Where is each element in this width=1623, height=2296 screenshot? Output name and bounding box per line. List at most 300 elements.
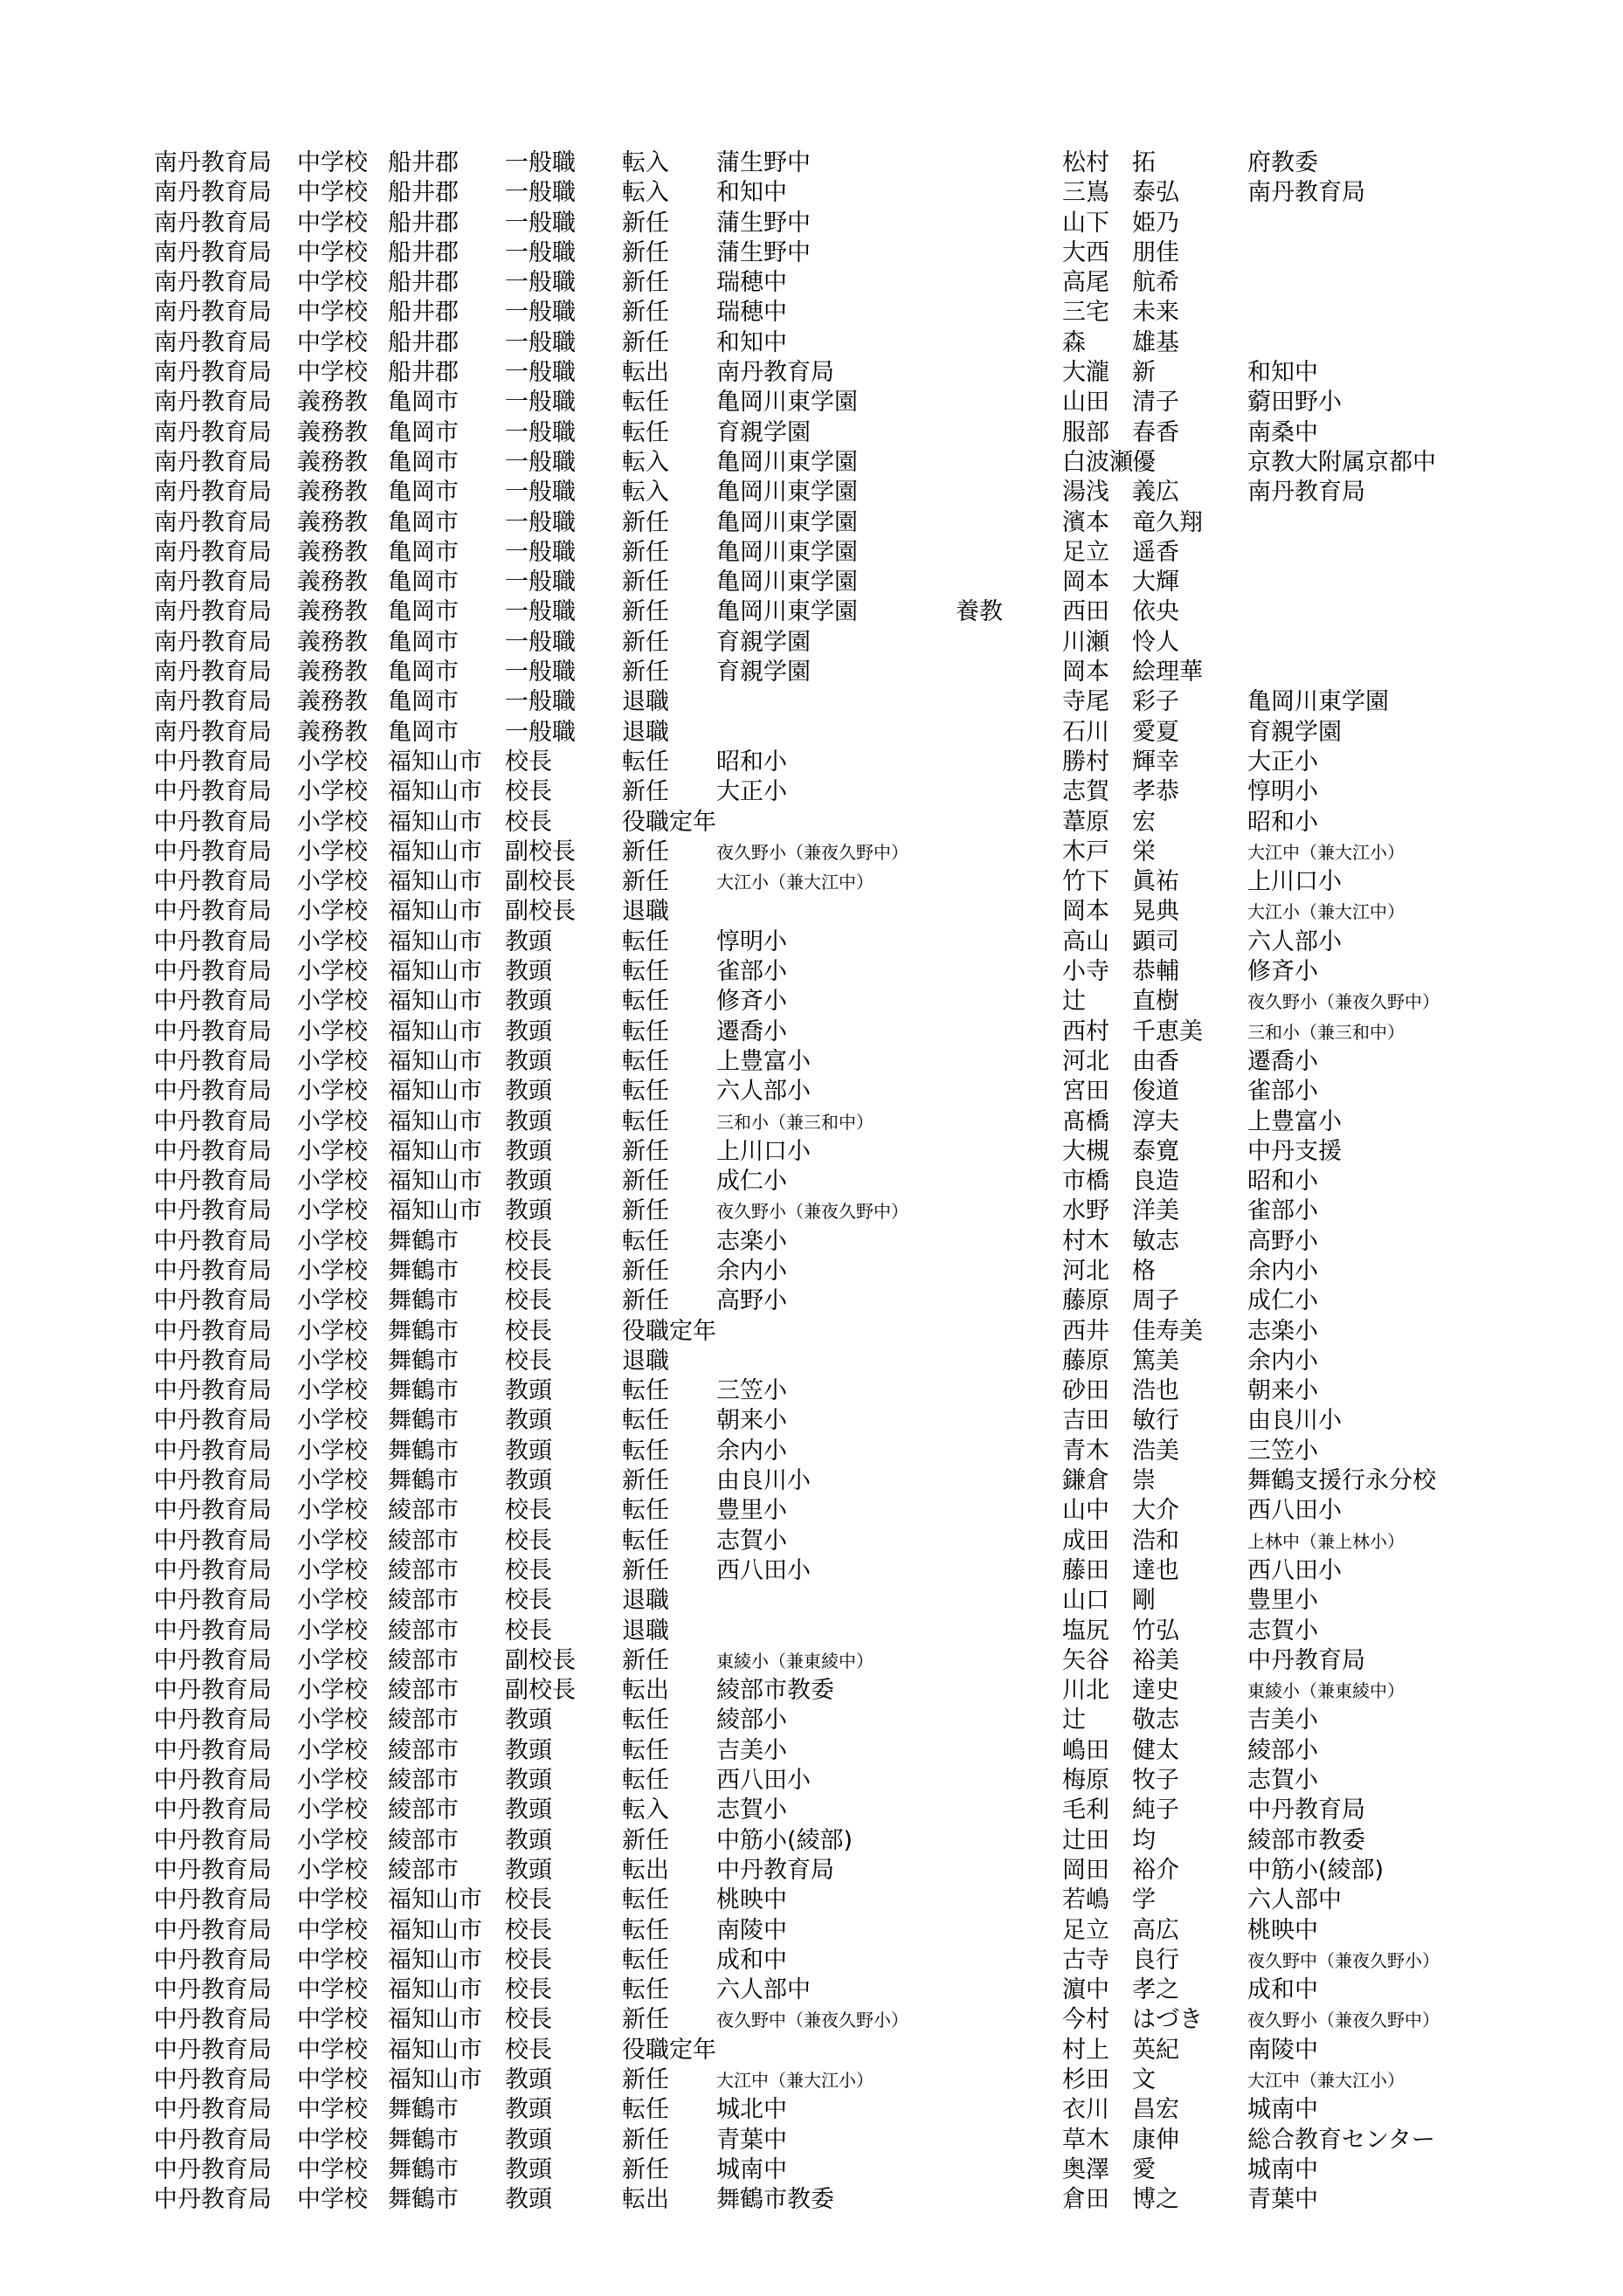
cell-from: 由良川小 bbox=[1247, 1407, 1342, 1435]
cell-school: 小学校 bbox=[297, 1646, 368, 1674]
cell-area: 船井郡 bbox=[388, 179, 459, 207]
cell-kind: 転任 bbox=[622, 958, 669, 986]
cell-title: 副校長 bbox=[505, 838, 576, 865]
table-row bbox=[154, 508, 1516, 538]
cell-sur: 岡田 bbox=[1062, 1856, 1109, 1884]
cell-area: 綾部市 bbox=[388, 1856, 459, 1884]
cell-given: 敬志 bbox=[1132, 1706, 1179, 1734]
cell-title: 一般職 bbox=[505, 688, 576, 716]
cell-given: 愛 bbox=[1132, 2155, 1156, 2183]
cell-kind: 転任 bbox=[622, 1047, 669, 1075]
cell-kind: 転任 bbox=[622, 748, 669, 776]
table-row bbox=[154, 1586, 1516, 1616]
cell-sur: 葦原 bbox=[1062, 808, 1109, 836]
cell-sur: 草木 bbox=[1062, 2126, 1109, 2154]
cell-dest: 南丹教育局 bbox=[716, 359, 834, 387]
cell-kind: 新任 bbox=[622, 1197, 669, 1225]
cell-title: 教頭 bbox=[505, 2186, 552, 2214]
cell-sur: 藤田 bbox=[1062, 1556, 1109, 1584]
cell-area: 舞鶴市 bbox=[388, 1377, 459, 1405]
cell-kind: 新任 bbox=[622, 269, 669, 297]
cell-given: 未来 bbox=[1132, 299, 1179, 327]
cell-sur: 成田 bbox=[1062, 1527, 1109, 1555]
table-row bbox=[154, 2095, 1516, 2125]
cell-kind: 転任 bbox=[622, 1107, 669, 1135]
cell-sur: 三宅 bbox=[1062, 299, 1109, 327]
cell-from: 大正小 bbox=[1247, 748, 1318, 776]
table-row bbox=[154, 1706, 1516, 1735]
cell-from: 遷喬小 bbox=[1247, 1047, 1318, 1075]
cell-school: 小学校 bbox=[297, 1617, 368, 1644]
cell-title: 教頭 bbox=[505, 2155, 552, 2183]
cell-title: 校長 bbox=[505, 748, 552, 776]
cell-area: 亀岡市 bbox=[388, 658, 459, 686]
cell-school: 中学校 bbox=[297, 269, 368, 297]
cell-given: 浩美 bbox=[1132, 1437, 1179, 1465]
cell-sur: 市橋 bbox=[1062, 1168, 1109, 1196]
cell-dest: 育親学園 bbox=[716, 658, 811, 686]
cell-school: 小学校 bbox=[297, 988, 368, 1016]
cell-kind: 新任 bbox=[622, 598, 669, 626]
table-row bbox=[154, 867, 1516, 897]
table-row bbox=[154, 418, 1516, 448]
cell-bureau: 中丹教育局 bbox=[154, 1287, 272, 1315]
cell-title: 一般職 bbox=[505, 179, 576, 207]
cell-sur: 岡本 bbox=[1062, 898, 1109, 926]
table-row bbox=[154, 1766, 1516, 1796]
cell-from: 南丹教育局 bbox=[1247, 479, 1365, 507]
cell-school: 小学校 bbox=[297, 1407, 368, 1435]
cell-dest: 蒲生野中 bbox=[716, 238, 811, 266]
cell-area: 綾部市 bbox=[388, 1736, 459, 1764]
cell-bureau: 中丹教育局 bbox=[154, 838, 272, 865]
cell-school: 小学校 bbox=[297, 1227, 368, 1255]
table-row bbox=[154, 268, 1516, 298]
cell-bureau: 中丹教育局 bbox=[154, 1556, 272, 1584]
personnel-list bbox=[154, 148, 1516, 2215]
cell-bureau: 南丹教育局 bbox=[154, 538, 272, 566]
cell-dest: 吉美小 bbox=[716, 1736, 787, 1764]
cell-sur: 西井 bbox=[1062, 1317, 1109, 1345]
cell-school: 義務教 bbox=[297, 628, 368, 656]
cell-bureau: 中丹教育局 bbox=[154, 1617, 272, 1644]
cell-school: 小学校 bbox=[297, 1736, 368, 1764]
cell-bureau: 中丹教育局 bbox=[154, 898, 272, 926]
cell-title: 教頭 bbox=[505, 1078, 552, 1106]
table-row bbox=[154, 658, 1516, 687]
cell-sur: 足立 bbox=[1062, 538, 1109, 566]
cell-area: 亀岡市 bbox=[388, 389, 459, 417]
cell-school: 中学校 bbox=[297, 209, 368, 237]
cell-area: 舞鶴市 bbox=[388, 2155, 459, 2183]
table-row bbox=[154, 209, 1516, 238]
cell-dest: 蒲生野中 bbox=[716, 209, 811, 237]
cell-school: 小学校 bbox=[297, 1287, 368, 1315]
cell-area: 福知山市 bbox=[388, 1976, 482, 2004]
cell-sur: 山中 bbox=[1062, 1497, 1109, 1525]
table-row bbox=[154, 1196, 1516, 1226]
cell-bureau: 中丹教育局 bbox=[154, 2155, 272, 2183]
cell-given: 栄 bbox=[1132, 838, 1156, 865]
cell-from: 城南中 bbox=[1247, 2155, 1318, 2183]
cell-bureau: 中丹教育局 bbox=[154, 1017, 272, 1045]
cell-from: 南陵中 bbox=[1247, 2036, 1318, 2064]
cell-given: 顕司 bbox=[1132, 927, 1179, 955]
cell-dest: 成和中 bbox=[716, 1946, 787, 1974]
cell-kind: 新任 bbox=[622, 838, 669, 865]
cell-area: 綾部市 bbox=[388, 1767, 459, 1795]
table-row bbox=[154, 1286, 1516, 1316]
cell-from: 藭田野小 bbox=[1247, 389, 1342, 417]
cell-kind: 転出 bbox=[622, 1856, 669, 1884]
cell-from: 朝来小 bbox=[1247, 1377, 1318, 1405]
cell-area: 亀岡市 bbox=[388, 718, 459, 746]
cell-bureau: 中丹教育局 bbox=[154, 927, 272, 955]
cell-dest: 城北中 bbox=[716, 2096, 787, 2124]
cell-kind: 役職定年 bbox=[622, 2036, 716, 2064]
cell-area: 福知山市 bbox=[388, 988, 482, 1016]
cell-dest: 大江小（兼大江中） bbox=[716, 872, 874, 893]
cell-school: 小学校 bbox=[297, 1856, 368, 1884]
cell-school: 中学校 bbox=[297, 1946, 368, 1974]
cell-from: 舞鶴支援行永分校 bbox=[1247, 1467, 1436, 1495]
cell-bureau: 中丹教育局 bbox=[154, 1047, 272, 1075]
cell-from: 成和中 bbox=[1247, 1976, 1318, 2004]
cell-school: 小学校 bbox=[297, 1796, 368, 1824]
cell-given: 孝之 bbox=[1132, 1976, 1179, 2004]
cell-from: 亀岡川東学園 bbox=[1247, 688, 1389, 716]
cell-kind: 転任 bbox=[622, 1078, 669, 1106]
cell-from: 中筋小(綾部) bbox=[1247, 1856, 1385, 1884]
cell-sur: 奥澤 bbox=[1062, 2155, 1109, 2183]
cell-dest: 雀部小 bbox=[716, 958, 787, 986]
cell-dest: 瑞穂中 bbox=[716, 299, 787, 327]
cell-kind: 新任 bbox=[622, 1646, 669, 1674]
cell-from: 昭和小 bbox=[1247, 1168, 1318, 1196]
cell-school: 小学校 bbox=[297, 1017, 368, 1045]
cell-area: 福知山市 bbox=[388, 1047, 482, 1075]
cell-school: 小学校 bbox=[297, 1527, 368, 1555]
cell-kind: 転任 bbox=[622, 1377, 669, 1405]
cell-sur: 山口 bbox=[1062, 1587, 1109, 1615]
cell-dest: 修斉小 bbox=[716, 988, 787, 1016]
cell-area: 船井郡 bbox=[388, 238, 459, 266]
cell-dest: 遷喬小 bbox=[716, 1017, 787, 1045]
cell-kind: 退職 bbox=[622, 718, 669, 746]
cell-school: 小学校 bbox=[297, 1767, 368, 1795]
table-row bbox=[154, 1167, 1516, 1196]
cell-area: 綾部市 bbox=[388, 1617, 459, 1644]
cell-dest: 中筋小(綾部) bbox=[716, 1826, 853, 1854]
cell-given: 浩也 bbox=[1132, 1377, 1179, 1405]
cell-bureau: 南丹教育局 bbox=[154, 718, 272, 746]
cell-sur: 足立 bbox=[1062, 1916, 1109, 1944]
cell-given: 春香 bbox=[1132, 418, 1179, 446]
cell-bureau: 中丹教育局 bbox=[154, 1796, 272, 1824]
cell-area: 綾部市 bbox=[388, 1587, 459, 1615]
cell-dest: 惇明小 bbox=[716, 927, 787, 955]
cell-school: 義務教 bbox=[297, 688, 368, 716]
cell-sur: 髙橋 bbox=[1062, 1107, 1109, 1135]
cell-dest: 亀岡川東学園 bbox=[716, 569, 858, 596]
cell-from: 中丹支援 bbox=[1247, 1137, 1342, 1165]
cell-sur: 岡本 bbox=[1062, 658, 1109, 686]
cell-given: 均 bbox=[1132, 1826, 1156, 1854]
cell-title: 教頭 bbox=[505, 1107, 552, 1135]
cell-bureau: 中丹教育局 bbox=[154, 988, 272, 1016]
cell-bureau: 南丹教育局 bbox=[154, 418, 272, 446]
cell-sur: 岡本 bbox=[1062, 569, 1109, 596]
cell-dest: 青葉中 bbox=[716, 2126, 787, 2154]
cell-area: 福知山市 bbox=[388, 927, 482, 955]
cell-dest: 朝来小 bbox=[716, 1407, 787, 1435]
cell-dest: 成仁小 bbox=[716, 1168, 787, 1196]
cell-kind: 転任 bbox=[622, 1886, 669, 1914]
cell-sur: 勝村 bbox=[1062, 748, 1109, 776]
cell-bureau: 南丹教育局 bbox=[154, 688, 272, 716]
cell-school: 中学校 bbox=[297, 1916, 368, 1944]
cell-sur: 高山 bbox=[1062, 927, 1109, 955]
cell-bureau: 南丹教育局 bbox=[154, 179, 272, 207]
cell-title: 教頭 bbox=[505, 1197, 552, 1225]
cell-given: 泰弘 bbox=[1132, 179, 1179, 207]
cell-title: 一般職 bbox=[505, 508, 576, 536]
cell-title: 校長 bbox=[505, 1617, 552, 1644]
cell-school: 中学校 bbox=[297, 238, 368, 266]
cell-from: 夜久野小（兼夜久野中） bbox=[1247, 991, 1440, 1013]
cell-title: 校長 bbox=[505, 1556, 552, 1584]
table-row bbox=[154, 538, 1516, 568]
cell-sur: 竹下 bbox=[1062, 868, 1109, 896]
cell-school: 小学校 bbox=[297, 1078, 368, 1106]
cell-area: 福知山市 bbox=[388, 1017, 482, 1045]
cell-dest: 南陵中 bbox=[716, 1916, 787, 1944]
cell-school: 中学校 bbox=[297, 2096, 368, 2124]
cell-kind: 転任 bbox=[622, 1946, 669, 1974]
table-row bbox=[154, 1496, 1516, 1526]
cell-kind: 退職 bbox=[622, 1347, 669, 1375]
cell-kind: 新任 bbox=[622, 209, 669, 237]
table-row bbox=[154, 718, 1516, 748]
cell-bureau: 中丹教育局 bbox=[154, 1946, 272, 1974]
cell-sur: 大槻 bbox=[1062, 1137, 1109, 1165]
cell-title: 校長 bbox=[505, 1916, 552, 1944]
cell-title: 教頭 bbox=[505, 1437, 552, 1465]
cell-area: 福知山市 bbox=[388, 1886, 482, 1914]
cell-from: 大江中（兼大江小） bbox=[1247, 2070, 1405, 2091]
table-row bbox=[154, 2185, 1516, 2215]
cell-dest: 余内小 bbox=[716, 1437, 787, 1465]
cell-sur: 宮田 bbox=[1062, 1078, 1109, 1106]
cell-bureau: 南丹教育局 bbox=[154, 569, 272, 596]
table-row bbox=[154, 897, 1516, 927]
cell-given: 牧子 bbox=[1132, 1767, 1179, 1795]
cell-title: 一般職 bbox=[505, 479, 576, 507]
cell-dest: 志賀小 bbox=[716, 1527, 787, 1555]
table-row bbox=[154, 1107, 1516, 1137]
cell-school: 中学校 bbox=[297, 179, 368, 207]
cell-from: 桃映中 bbox=[1247, 1916, 1318, 1944]
cell-dest: 西八田小 bbox=[716, 1556, 811, 1584]
cell-title: 教頭 bbox=[505, 1856, 552, 1884]
cell-title: 副校長 bbox=[505, 868, 576, 896]
cell-given: 崇 bbox=[1132, 1467, 1156, 1495]
cell-given: 孝恭 bbox=[1132, 778, 1179, 806]
cell-dest: 夜久野小（兼夜久野中） bbox=[716, 841, 908, 863]
table-row bbox=[154, 1975, 1516, 2005]
cell-bureau: 中丹教育局 bbox=[154, 1168, 272, 1196]
cell-kind: 新任 bbox=[622, 569, 669, 596]
cell-dest: 西八田小 bbox=[716, 1767, 811, 1795]
cell-dest: 綾部小 bbox=[716, 1706, 787, 1734]
table-row bbox=[154, 1556, 1516, 1586]
cell-bureau: 中丹教育局 bbox=[154, 1826, 272, 1854]
cell-given: 淳夫 bbox=[1132, 1107, 1179, 1135]
cell-from: 余内小 bbox=[1247, 1257, 1318, 1285]
cell-title: 教頭 bbox=[505, 988, 552, 1016]
cell-title: 一般職 bbox=[505, 238, 576, 266]
cell-school: 小学校 bbox=[297, 1347, 368, 1375]
cell-title: 教頭 bbox=[505, 1736, 552, 1764]
cell-from: 南丹教育局 bbox=[1247, 179, 1365, 207]
table-row bbox=[154, 1826, 1516, 1856]
cell-given: 篤美 bbox=[1132, 1347, 1179, 1375]
cell-note: 養教 bbox=[956, 598, 1003, 626]
cell-sur: 濵中 bbox=[1062, 1976, 1109, 2004]
cell-dest: 三和小（兼三和中） bbox=[716, 1111, 874, 1133]
cell-title: 一般職 bbox=[505, 149, 576, 176]
table-row bbox=[154, 238, 1516, 268]
cell-kind: 転入 bbox=[622, 149, 669, 176]
cell-school: 義務教 bbox=[297, 538, 368, 566]
cell-sur: 川瀬 bbox=[1062, 628, 1109, 656]
cell-bureau: 南丹教育局 bbox=[154, 269, 272, 297]
cell-from: 吉美小 bbox=[1247, 1706, 1318, 1734]
cell-kind: 転任 bbox=[622, 1407, 669, 1435]
cell-dest: 城南中 bbox=[716, 2155, 787, 2183]
cell-kind: 転入 bbox=[622, 479, 669, 507]
cell-title: 一般職 bbox=[505, 658, 576, 686]
cell-sur: 矢谷 bbox=[1062, 1646, 1109, 1674]
cell-from: 上林中（兼上林小） bbox=[1247, 1530, 1405, 1552]
cell-kind: 新任 bbox=[622, 778, 669, 806]
cell-area: 福知山市 bbox=[388, 1078, 482, 1106]
cell-kind: 転出 bbox=[622, 359, 669, 387]
table-row bbox=[154, 1527, 1516, 1556]
cell-kind: 役職定年 bbox=[622, 808, 716, 836]
cell-from: 修斉小 bbox=[1247, 958, 1318, 986]
cell-dest: 豊里小 bbox=[716, 1497, 787, 1525]
cell-bureau: 南丹教育局 bbox=[154, 628, 272, 656]
cell-bureau: 中丹教育局 bbox=[154, 1467, 272, 1495]
cell-from: 三和小（兼三和中） bbox=[1247, 1021, 1405, 1043]
table-row bbox=[154, 1257, 1516, 1286]
cell-school: 小学校 bbox=[297, 838, 368, 865]
table-row bbox=[154, 1796, 1516, 1825]
cell-kind: 新任 bbox=[622, 2155, 669, 2183]
cell-area: 舞鶴市 bbox=[388, 1257, 459, 1285]
table-row bbox=[154, 1317, 1516, 1347]
cell-title: 副校長 bbox=[505, 898, 576, 926]
cell-from: 夜久野中（兼夜久野小） bbox=[1247, 1949, 1440, 1971]
cell-title: 校長 bbox=[505, 1527, 552, 1555]
cell-kind: 転任 bbox=[622, 1916, 669, 1944]
cell-sur: 村木 bbox=[1062, 1227, 1109, 1255]
cell-given: 遥香 bbox=[1132, 538, 1179, 566]
cell-title: 一般職 bbox=[505, 448, 576, 476]
cell-title: 教頭 bbox=[505, 1706, 552, 1734]
cell-title: 教頭 bbox=[505, 1407, 552, 1435]
table-row bbox=[154, 358, 1516, 388]
cell-kind: 転出 bbox=[622, 2186, 669, 2214]
cell-bureau: 中丹教育局 bbox=[154, 1347, 272, 1375]
cell-kind: 転任 bbox=[622, 1736, 669, 1764]
cell-given: 裕介 bbox=[1132, 1856, 1179, 1884]
table-row bbox=[154, 2036, 1516, 2065]
cell-kind: 新任 bbox=[622, 2066, 669, 2093]
cell-from: 和知中 bbox=[1247, 359, 1318, 387]
cell-bureau: 中丹教育局 bbox=[154, 1407, 272, 1435]
table-row bbox=[154, 1227, 1516, 1257]
cell-kind: 転任 bbox=[622, 927, 669, 955]
table-row bbox=[154, 1137, 1516, 1167]
cell-sur: 砂田 bbox=[1062, 1377, 1109, 1405]
cell-given: はづき bbox=[1132, 2006, 1203, 2034]
cell-area: 亀岡市 bbox=[388, 448, 459, 476]
cell-from: 惇明小 bbox=[1247, 778, 1318, 806]
cell-bureau: 中丹教育局 bbox=[154, 2096, 272, 2124]
cell-given: 大介 bbox=[1132, 1497, 1179, 1525]
cell-from: 西八田小 bbox=[1247, 1556, 1342, 1584]
cell-title: 一般職 bbox=[505, 418, 576, 446]
cell-kind: 新任 bbox=[622, 299, 669, 327]
cell-bureau: 中丹教育局 bbox=[154, 2036, 272, 2064]
cell-sur: 森 bbox=[1062, 328, 1086, 356]
cell-title: 教頭 bbox=[505, 927, 552, 955]
table-row bbox=[154, 1437, 1516, 1466]
cell-dest: 舞鶴市教委 bbox=[716, 2186, 834, 2214]
cell-from: 夜久野小（兼夜久野中） bbox=[1247, 2010, 1440, 2031]
cell-kind: 転入 bbox=[622, 179, 669, 207]
cell-area: 福知山市 bbox=[388, 868, 482, 896]
cell-school: 小学校 bbox=[297, 1437, 368, 1465]
table-row bbox=[154, 957, 1516, 987]
table-row bbox=[154, 927, 1516, 957]
cell-dest: 六人部中 bbox=[716, 1976, 811, 2004]
cell-area: 舞鶴市 bbox=[388, 2186, 459, 2214]
table-row bbox=[154, 628, 1516, 658]
cell-given: 俊道 bbox=[1132, 1078, 1179, 1106]
cell-area: 福知山市 bbox=[388, 1197, 482, 1225]
cell-kind: 転入 bbox=[622, 448, 669, 476]
cell-area: 亀岡市 bbox=[388, 598, 459, 626]
cell-from: 雀部小 bbox=[1247, 1197, 1318, 1225]
cell-bureau: 南丹教育局 bbox=[154, 328, 272, 356]
cell-bureau: 中丹教育局 bbox=[154, 1677, 272, 1705]
cell-area: 舞鶴市 bbox=[388, 1287, 459, 1315]
cell-kind: 転任 bbox=[622, 1017, 669, 1045]
cell-given: 眞祐 bbox=[1132, 868, 1179, 896]
table-row bbox=[154, 1617, 1516, 1646]
cell-bureau: 南丹教育局 bbox=[154, 359, 272, 387]
cell-given: 竜久翔 bbox=[1132, 508, 1203, 536]
cell-dest: 六人部小 bbox=[716, 1078, 811, 1106]
cell-dest: 大正小 bbox=[716, 778, 787, 806]
cell-given: 大輝 bbox=[1132, 569, 1179, 596]
cell-given: 新 bbox=[1132, 359, 1156, 387]
cell-school: 義務教 bbox=[297, 448, 368, 476]
cell-area: 福知山市 bbox=[388, 1137, 482, 1165]
